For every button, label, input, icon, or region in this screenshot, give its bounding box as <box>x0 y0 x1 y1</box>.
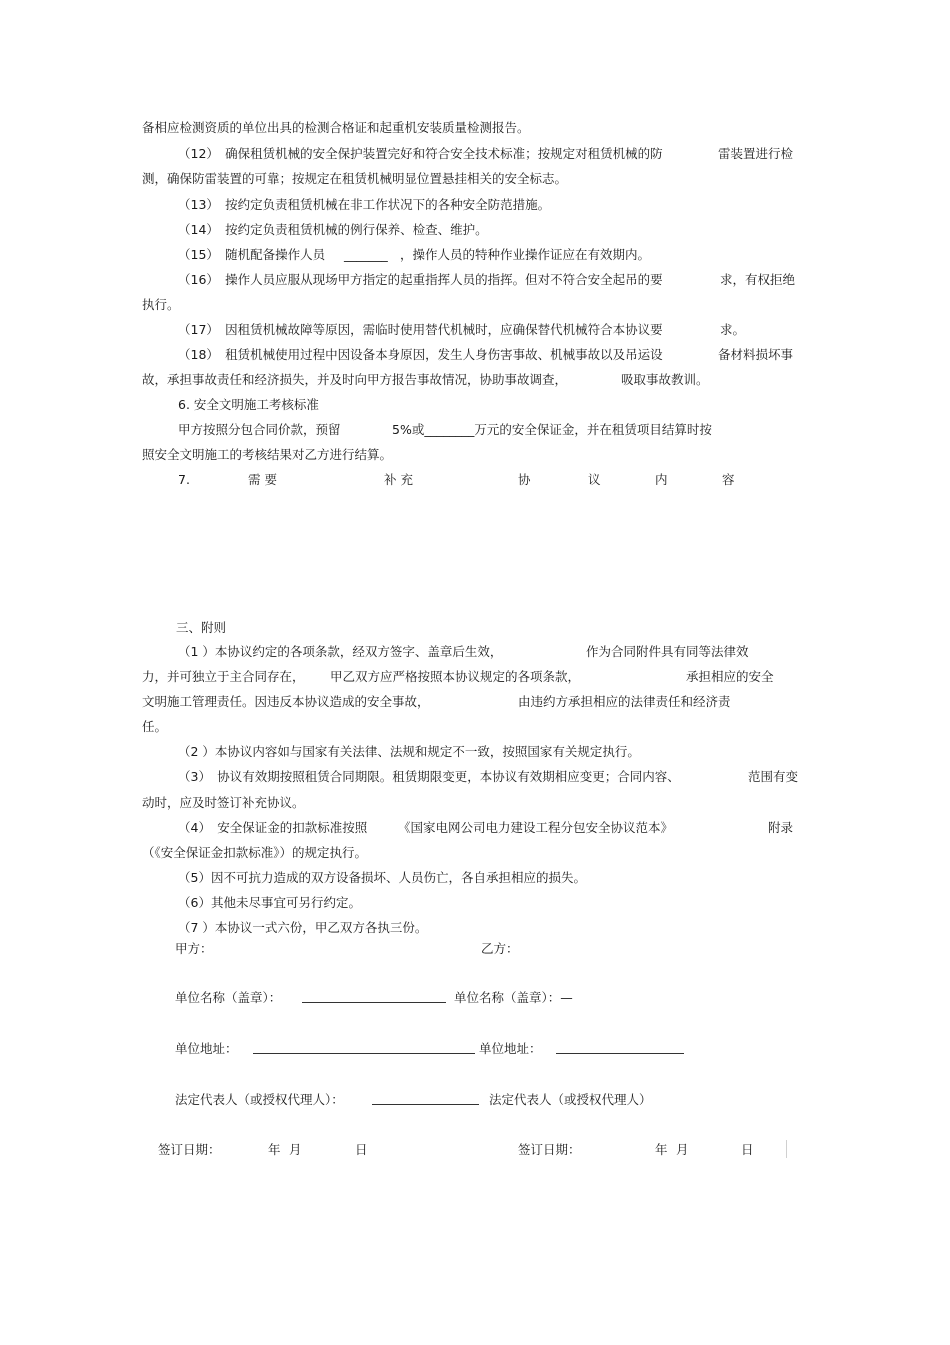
item-7-word: 容 <box>722 472 735 487</box>
article-2: （2 ）本协议内容如与国家有关法律、法规和规定不一致，按照国家有关规定执行。 <box>178 744 640 759</box>
item-7-word: 需 要 <box>248 472 277 487</box>
clause-13: （13） 按约定负责租赁机械在非工作状况下的各种安全防范措施。 <box>178 197 551 212</box>
text-line: 动时，应及时签订补充协议。 <box>142 795 305 810</box>
article-5: （5）因不可抗力造成的双方设备损坏、人员伤亡，各自承担相应的损失。 <box>178 870 586 885</box>
item-7-word: 内 <box>655 472 668 487</box>
address-a-field[interactable] <box>253 1041 475 1058</box>
clause-15-tail: ，操作人员的特种作业操作证应在有效期内。 <box>400 247 651 262</box>
text-line: 故，承担事故责任和经济损失，并及时向甲方报告事故情况，协助事故调查， <box>142 372 568 387</box>
article-7: （7 ）本协议一式六份，甲乙双方各执三份。 <box>178 920 428 935</box>
party-b-label: 乙方： <box>481 941 519 956</box>
article-4: （4） 安全保证金的扣款标准按照 <box>178 820 368 835</box>
text-line: 文明施工管理责任。因违反本协议造成的安全事故， <box>142 694 430 709</box>
text-line: 力，并可独立于主合同存在， <box>142 669 305 684</box>
date-a-day: 日 <box>355 1142 368 1157</box>
article-4-tail: 附录 <box>768 820 794 835</box>
date-a-month: 月 <box>289 1142 302 1157</box>
text-line: 执行。 <box>142 297 180 312</box>
table-edge-divider <box>786 1140 787 1158</box>
rep-a-field[interactable] <box>372 1092 479 1109</box>
article-3-tail: 范围有变 <box>748 769 799 784</box>
text-line: 由违约方承担相应的法律责任和经济责 <box>518 694 731 709</box>
unit-name-a-field[interactable] <box>302 990 446 1007</box>
rep-b-label: 法定代表人（或授权代理人） <box>489 1092 652 1107</box>
party-a-label: 甲方： <box>175 941 213 956</box>
item-7-word: 协 <box>518 472 531 487</box>
text-line: 备相应检测资质的单位出具的检测合格证和起重机安装质量检测报告。 <box>142 120 530 135</box>
date-b-year: 年 <box>655 1142 668 1157</box>
clause-17: （17） 因租赁机械故障等原因，需临时使用替代机械时，应确保替代机械符合本协议要 <box>178 322 663 337</box>
clause-12-tail: 雷装置进行检 <box>718 146 794 161</box>
article-1: （1 ）本协议约定的各项条款，经双方签字、盖章后生效， <box>178 644 503 659</box>
item-7-word: 补 充 <box>384 472 413 487</box>
clause-17-tail: 求。 <box>720 322 746 337</box>
article-1-tail: 作为合同附件具有同等法律效 <box>586 644 749 659</box>
item-7-number: 7. <box>178 472 190 487</box>
deposit-line: 5%或________万元的安全保证金，并在租赁项目结算时按 <box>392 422 712 437</box>
text-line: 甲乙双方应严格按照本协议规定的各项条款， <box>330 669 581 684</box>
item-7-word: 议 <box>588 472 601 487</box>
clause-12: （12） 确保租赁机械的安全保护装置完好和符合安全技术标准；按规定对租赁机械的防 <box>178 146 663 161</box>
operator-count-blank: _______ <box>344 247 388 262</box>
date-a-label: 签订日期： <box>158 1142 221 1157</box>
date-b-day: 日 <box>741 1142 754 1157</box>
text-line: 吸取事故教训。 <box>621 372 709 387</box>
section-heading: 6. 安全文明施工考核标准 <box>178 397 319 412</box>
text-line: 甲方按照分包合同价款，预留 <box>178 422 341 437</box>
clause-18-tail: 备材料损坏事 <box>718 347 794 362</box>
article-4-reference: 《国家电网公司电力建设工程分包安全协议范本》 <box>398 820 674 835</box>
section-heading: 三、附则 <box>176 620 227 635</box>
clause-15: （15） 随机配备操作人员 <box>178 247 326 262</box>
text-line: 任。 <box>142 719 168 734</box>
clause-16: （16） 操作人员应服从现场甲方指定的起重指挥人员的指挥。但对不符合安全起吊的要 <box>178 272 663 287</box>
address-a-label: 单位地址： <box>175 1041 238 1056</box>
unit-name-b-label: 单位名称（盖章）：— <box>454 990 573 1005</box>
clause-16-tail: 求，有权拒绝 <box>720 272 796 287</box>
date-b-month: 月 <box>676 1142 689 1157</box>
text-line: 照安全文明施工的考核结果对乙方进行结算。 <box>142 447 393 462</box>
date-b-label: 签订日期： <box>518 1142 581 1157</box>
unit-name-a-label: 单位名称（盖章）： <box>175 990 282 1005</box>
rep-a-label: 法定代表人（或授权代理人）： <box>175 1092 344 1107</box>
clause-14: （14） 按约定负责租赁机械的例行保养、检查、维护。 <box>178 222 488 237</box>
address-b-label: 单位地址： <box>479 1041 542 1056</box>
clause-18: （18） 租赁机械使用过程中因设备本身原因，发生人身伤害事故、机械事故以及吊运设 <box>178 347 663 362</box>
text-line: （《安全保证金扣款标准》）的规定执行。 <box>142 845 368 860</box>
text-line: 测，确保防雷装置的可靠；按规定在租赁机械明显位置悬挂相关的安全标志。 <box>142 171 568 186</box>
text-line: 承担相应的安全 <box>686 669 774 684</box>
address-b-field[interactable] <box>556 1041 684 1058</box>
article-6: （6）其他未尽事宜可另行约定。 <box>178 895 361 910</box>
article-3: （3） 协议有效期按照租赁合同期限。租赁期限变更，本协议有效期相应变更；合同内容、 <box>178 769 680 784</box>
date-a-year: 年 <box>268 1142 281 1157</box>
